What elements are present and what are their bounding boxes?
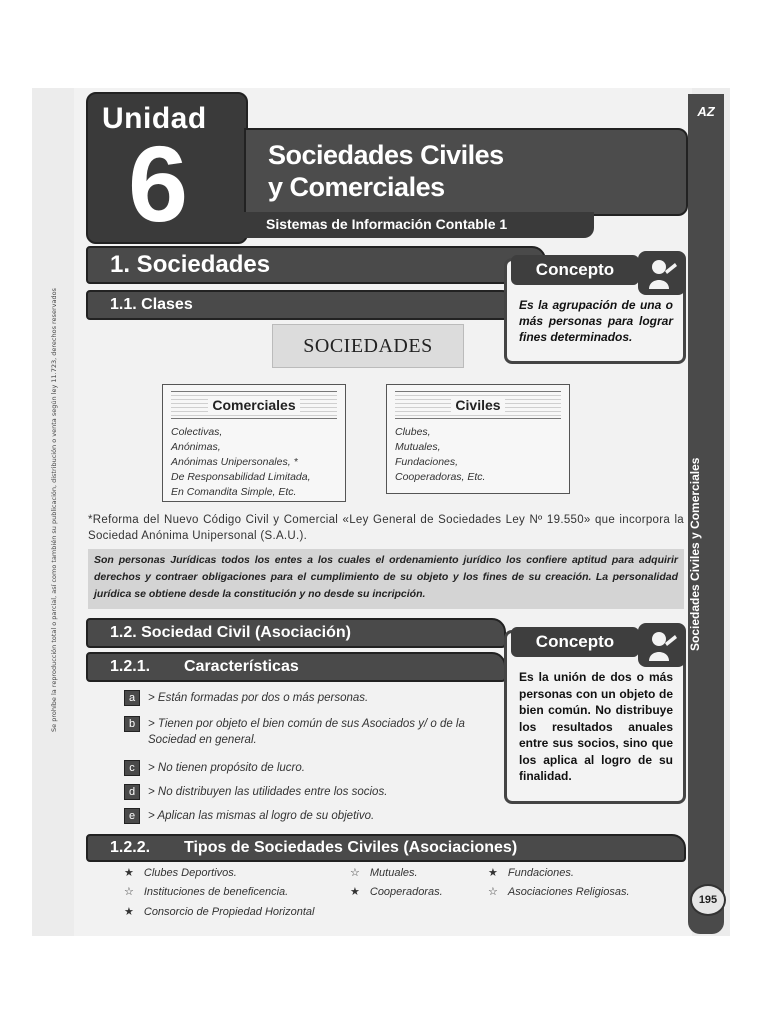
list-item — [124, 760, 494, 780]
unit-number: 6 — [128, 123, 189, 244]
section-1-2-title: 1.2. Sociedad Civil (Asociación) — [110, 624, 351, 641]
comerciales-box — [162, 384, 346, 502]
concept-box-1 — [504, 258, 686, 364]
list-item: Anónimas, — [171, 441, 221, 453]
personas-juridicas-note: Son personas Jurídicas todos los entes a los cuales el ordenamiento jurídico los confiere aptitud para adquirir derechos y contraer obligaciones para el cumplimiento de su objeto y los fines de su creación. La personalidad jurídica se obtiene desde la constitución y no desde su incripción. — [88, 549, 684, 609]
publisher-logo: AZ — [697, 104, 715, 119]
list-item — [124, 690, 494, 710]
concept-label-1: Concepto — [511, 255, 639, 285]
star-icon: ☆ — [350, 867, 360, 879]
comerciales-list — [171, 425, 311, 500]
subtitle-band — [244, 212, 594, 238]
comerciales-header: Comerciales — [171, 391, 337, 419]
concept-label-2: Concepto — [511, 627, 639, 657]
star-icon: ☆ — [124, 886, 134, 898]
list-item: Mutuales, — [395, 441, 441, 453]
star-icon: ★ — [124, 867, 134, 879]
star-icon: ★ — [124, 906, 134, 918]
page-title-line2: y Comerciales — [268, 172, 445, 202]
section-1-2-1-header — [86, 652, 506, 682]
list-item: Colectivas, — [171, 426, 223, 438]
section-1-2-1-title: Características — [184, 658, 299, 675]
page-title-line1: Sociedades Civiles — [268, 140, 504, 170]
thinking-person-icon — [638, 251, 686, 295]
list-item — [124, 716, 494, 752]
list-item: ☆ Instituciones de beneficencia. — [124, 886, 289, 898]
section-1-2-2-header — [86, 834, 686, 862]
side-tab-title: Sociedades Civiles y Comerciales — [688, 457, 702, 651]
page-number: 195 — [690, 884, 726, 916]
list-item: Cooperadoras, Etc. — [395, 471, 486, 483]
star-icon: ☆ — [488, 886, 498, 898]
list-item: ☆ Asociaciones Religiosas. — [488, 886, 630, 898]
section-1-2-2-title: Tipos de Sociedades Civiles (Asociaciones) — [184, 839, 518, 856]
characteristic-text: > Tienen por objeto el bien común de sus Asociados y/ o de la Sociedad en general. — [148, 718, 465, 746]
list-item: ★ Cooperadoras. — [350, 886, 443, 898]
title-band — [244, 128, 688, 216]
list-item — [124, 808, 494, 828]
list-item: En Comandita Simple, Etc. — [171, 486, 297, 498]
civiles-header: Civiles — [395, 391, 561, 419]
concept-text-1: Es la agrupación de una o más personas para lograr fines determinados. — [519, 298, 673, 344]
list-item: Fundaciones, — [395, 456, 459, 468]
section-1-2-1-num: 1.2.1. — [110, 658, 151, 675]
section-1-2-header — [86, 618, 506, 648]
section-1-1-title: 1.1. Clases — [110, 296, 193, 313]
list-item: ★ Consorcio de Propiedad Horizontal — [124, 906, 315, 918]
letter-badge: d — [124, 784, 140, 800]
list-item: Clubes, — [395, 426, 431, 438]
page-subtitle: Sistemas de Información Contable 1 — [266, 216, 508, 232]
unit-label: Unidad — [102, 102, 207, 135]
section-1-header — [86, 246, 546, 284]
characteristic-text: > No tienen propósito de lucro. — [148, 762, 305, 774]
characteristic-text: > Están formadas por dos o más personas. — [148, 692, 369, 704]
list-item: De Responsabilidad Limitada, — [171, 471, 311, 483]
letter-badge: e — [124, 808, 140, 824]
concept-text-2: Es la unión de dos o más personas con un objeto de bien común. No distribuye los resultados anuales entre sus socios, sino que los aplica al logro de su finalidad. — [519, 670, 673, 783]
star-icon: ★ — [350, 886, 360, 898]
list-item: ★ Clubes Deportivos. — [124, 867, 237, 879]
characteristic-text: > No distribuyen las utilidades entre los socios. — [148, 786, 388, 798]
list-item: ☆ Mutuales. — [350, 867, 418, 879]
diagram-title: SOCIEDADES — [272, 324, 464, 368]
characteristic-text: > Aplican las mismas al logro de su objetivo. — [148, 810, 375, 822]
letter-badge: a — [124, 690, 140, 706]
list-item: ★ Fundaciones. — [488, 867, 574, 879]
section-1-1-header — [86, 290, 516, 320]
concept-box-2 — [504, 630, 686, 804]
letter-badge: b — [124, 716, 140, 732]
letter-badge: c — [124, 760, 140, 776]
reforma-note: *Reforma del Nuevo Código Civil y Comercial «Ley General de Sociedades Ley Nº 19.550» que incorpora la Sociedad Anónima Unipersonal (S.A.U.). — [88, 514, 684, 542]
civiles-list — [395, 425, 485, 485]
list-item: Anónimas Unipersonales, * — [171, 456, 298, 468]
section-1-title: 1. Sociedades — [110, 251, 271, 278]
star-icon: ★ — [488, 867, 498, 879]
side-tab — [688, 94, 724, 934]
section-1-2-2-num: 1.2.2. — [110, 839, 151, 856]
thinking-person-icon — [638, 623, 686, 667]
list-item — [124, 784, 494, 804]
civiles-box — [386, 384, 570, 494]
unit-box — [86, 92, 248, 244]
legal-note: Se prohíbe la reproducción total o parcial, así como también su publicación, distribución o venta según ley 11.723, derechos reservados — [50, 288, 58, 732]
